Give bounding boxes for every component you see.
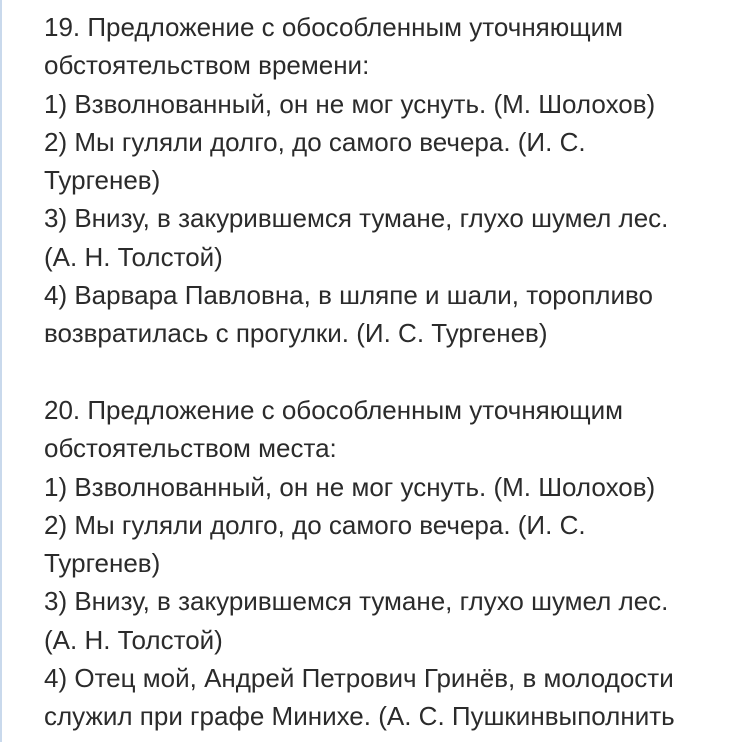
question-20-option-2-line-2: Тургенев): [44, 548, 161, 579]
question-20: [44, 391, 744, 736]
document-text: [44, 8, 744, 736]
question-19-heading-line-1: 19. Предложение с обособленным уточняющим: [44, 12, 624, 42]
question-20-heading-line-1: 20. Предложение с обособленным уточняющим: [44, 394, 624, 425]
question-19-option-3-line-2: (А. Н. Толстой): [44, 241, 223, 272]
question-20-option-3-line-2: (А. Н. Толстой): [44, 624, 223, 655]
question-19-option-3-line-1: 3) Внизу, в закурившемся тумане, глухо шумел лес.: [44, 203, 669, 234]
paragraph-gap: [44, 353, 744, 391]
question-20-option-4-line-2: служил при графе Минихе. (А. С. Пушкинвыполнить: [44, 701, 675, 732]
question-19-option-2-line-2: Тургенев): [44, 165, 161, 196]
question-20-option-3-line-1: 3) Внизу, в закурившемся тумане, глухо шумел лес.: [44, 586, 669, 617]
question-19-option-1: 1) Взволнованный, он не мог уснуть. (М. Шолохов): [44, 88, 656, 119]
question-19-option-2-line-1: 2) Мы гуляли долго, до самого вечера. (И. С.: [44, 126, 586, 157]
question-19-option-4-line-2: возвратилась с прогулки. (И. С. Тургенев): [44, 318, 548, 349]
question-19-heading-line-2: обстоятельством времени:: [44, 50, 370, 81]
question-20-option-4-line-1: 4) Отец мой, Андрей Петрович Гринёв, в молодости: [44, 663, 674, 694]
question-20-heading-line-2: обстоятельством места:: [44, 433, 337, 464]
question-20-option-2-line-1: 2) Мы гуляли долго, до самого вечера. (И. С.: [44, 509, 586, 540]
question-19-option-4-line-1: 4) Варвара Павловна, в шляпе и шали, торопливо: [44, 280, 653, 311]
question-20-option-1: 1) Взволнованный, он не мог уснуть. (М. Шолохов): [44, 471, 656, 502]
left-border: [0, 0, 2, 742]
question-19: [44, 8, 744, 353]
